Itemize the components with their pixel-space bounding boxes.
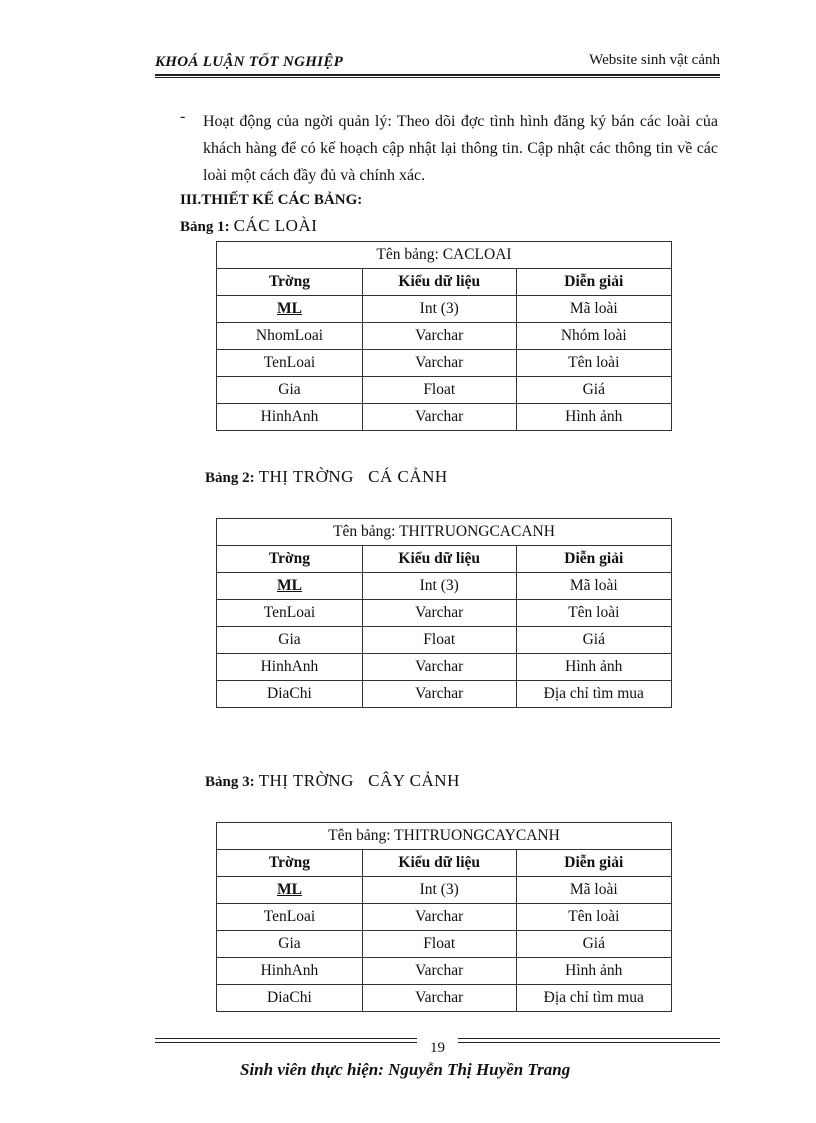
column-header: Trờng — [217, 850, 363, 877]
table-cacloai — [216, 241, 672, 431]
section-title: III.THIẾT KẾ CÁC BẢNG: — [180, 192, 363, 208]
table-cell: Mã loài — [516, 877, 671, 904]
column-header: Diễn giải — [516, 850, 671, 877]
page-footer — [155, 1030, 720, 1080]
column-header: Trờng — [217, 269, 363, 296]
table-cell: Float — [362, 627, 516, 654]
table-cell: Int (3) — [362, 296, 516, 323]
table-row — [217, 627, 672, 654]
website-title: Website sinh vật cảnh — [589, 52, 720, 68]
table-row — [217, 573, 672, 600]
table-row — [217, 654, 672, 681]
table-label: Bảng 1: — [180, 219, 230, 235]
table-cell: Giá — [516, 377, 671, 404]
table-cell: Varchar — [362, 600, 516, 627]
table-cell: Gia — [217, 377, 363, 404]
body-paragraph: Hoạt động của ngời quản lý: Theo dõi đợc tình hình đăng ký bán các loài của khách hàng để có kế hoạch cập nhật lại thông tin. Cập nhật các thông tin về các loài một cách đầy đủ và chính xác. — [203, 113, 718, 184]
table-row — [217, 600, 672, 627]
table-cell: HinhAnh — [217, 654, 363, 681]
table-3-caption — [205, 771, 460, 791]
table-title: THỊ TRỜNG CÁ CẢNH — [258, 467, 448, 486]
table-row — [217, 296, 672, 323]
table-cell: Hình ảnh — [516, 958, 671, 985]
table-row — [217, 904, 672, 931]
table-cell: Varchar — [362, 958, 516, 985]
table-cell: Int (3) — [362, 877, 516, 904]
column-header: Kiểu dữ liệu — [362, 546, 516, 573]
column-header: Kiểu dữ liệu — [362, 850, 516, 877]
table-cell: Hình ảnh — [516, 654, 671, 681]
column-header: Trờng — [217, 546, 363, 573]
table-cell: Địa chỉ tìm mua — [516, 681, 671, 708]
thesis-title: KHOÁ LUẬN TỐT NGHIỆP — [155, 54, 344, 70]
table-row — [217, 323, 672, 350]
table-cell: Float — [362, 377, 516, 404]
table-cell: Int (3) — [362, 573, 516, 600]
table-cell: Varchar — [362, 404, 516, 431]
table-cell: Varchar — [362, 681, 516, 708]
table-cell: Float — [362, 931, 516, 958]
table-cell: Gia — [217, 931, 363, 958]
page-number: 19 — [430, 1040, 445, 1056]
column-header: Diễn giải — [516, 269, 671, 296]
table-name-row: Tên bảng: CACLOAI — [217, 242, 672, 269]
table-row — [217, 681, 672, 708]
table-cell: Địa chỉ tìm mua — [516, 985, 671, 1012]
table-cell: Mã loài — [516, 573, 671, 600]
column-header: Kiểu dữ liệu — [362, 269, 516, 296]
table-thitruongcaycanh — [216, 822, 672, 1012]
table-1-caption — [180, 216, 317, 236]
header-rule — [155, 74, 720, 76]
page-header — [155, 52, 720, 80]
table-cell: ML — [217, 573, 363, 600]
table-cell: NhomLoai — [217, 323, 363, 350]
table-cell: TenLoai — [217, 904, 363, 931]
header-rule-thin — [155, 77, 720, 78]
table-row — [217, 958, 672, 985]
table-cell: HinhAnh — [217, 404, 363, 431]
table-cell: ML — [217, 877, 363, 904]
table-cell: ML — [217, 296, 363, 323]
table-cell: HinhAnh — [217, 958, 363, 985]
table-cell: Varchar — [362, 323, 516, 350]
table-row — [217, 350, 672, 377]
table-cell: TenLoai — [217, 600, 363, 627]
table-cell: Varchar — [362, 350, 516, 377]
table-cell: Varchar — [362, 654, 516, 681]
table-name-row: Tên bảng: THITRUONGCACANH — [217, 519, 672, 546]
table-row — [217, 931, 672, 958]
table-cell: Tên loài — [516, 904, 671, 931]
table-cell: Hình ảnh — [516, 404, 671, 431]
table-cell: DiaChi — [217, 681, 363, 708]
table-cell: Gia — [217, 627, 363, 654]
table-cell: Nhóm loài — [516, 323, 671, 350]
table-cell: Mã loài — [516, 296, 671, 323]
table-name-row: Tên bảng: THITRUONGCAYCANH — [217, 823, 672, 850]
table-cell: Tên loài — [516, 600, 671, 627]
column-header: Diễn giải — [516, 546, 671, 573]
table-cell: DiaChi — [217, 985, 363, 1012]
table-label: Bảng 2: — [205, 470, 255, 486]
table-row — [217, 877, 672, 904]
table-row — [217, 985, 672, 1012]
table-title: THỊ TRỜNG CÂY CẢNH — [258, 771, 460, 790]
table-thitruongcacanh — [216, 518, 672, 708]
student-credit: Sinh viên thực hiện: Nguyễn Thị Huyền Trang — [240, 1060, 571, 1079]
table-cell: TenLoai — [217, 350, 363, 377]
table-2-caption — [205, 467, 448, 487]
table-cell: Giá — [516, 627, 671, 654]
bullet-marker: - — [180, 108, 186, 125]
table-row — [217, 404, 672, 431]
table-cell: Giá — [516, 931, 671, 958]
table-cell: Varchar — [362, 985, 516, 1012]
table-label: Bảng 3: — [205, 774, 255, 790]
table-cell: Tên loài — [516, 350, 671, 377]
table-row — [217, 377, 672, 404]
table-cell: Varchar — [362, 904, 516, 931]
table-title: CÁC LOÀI — [233, 216, 318, 235]
